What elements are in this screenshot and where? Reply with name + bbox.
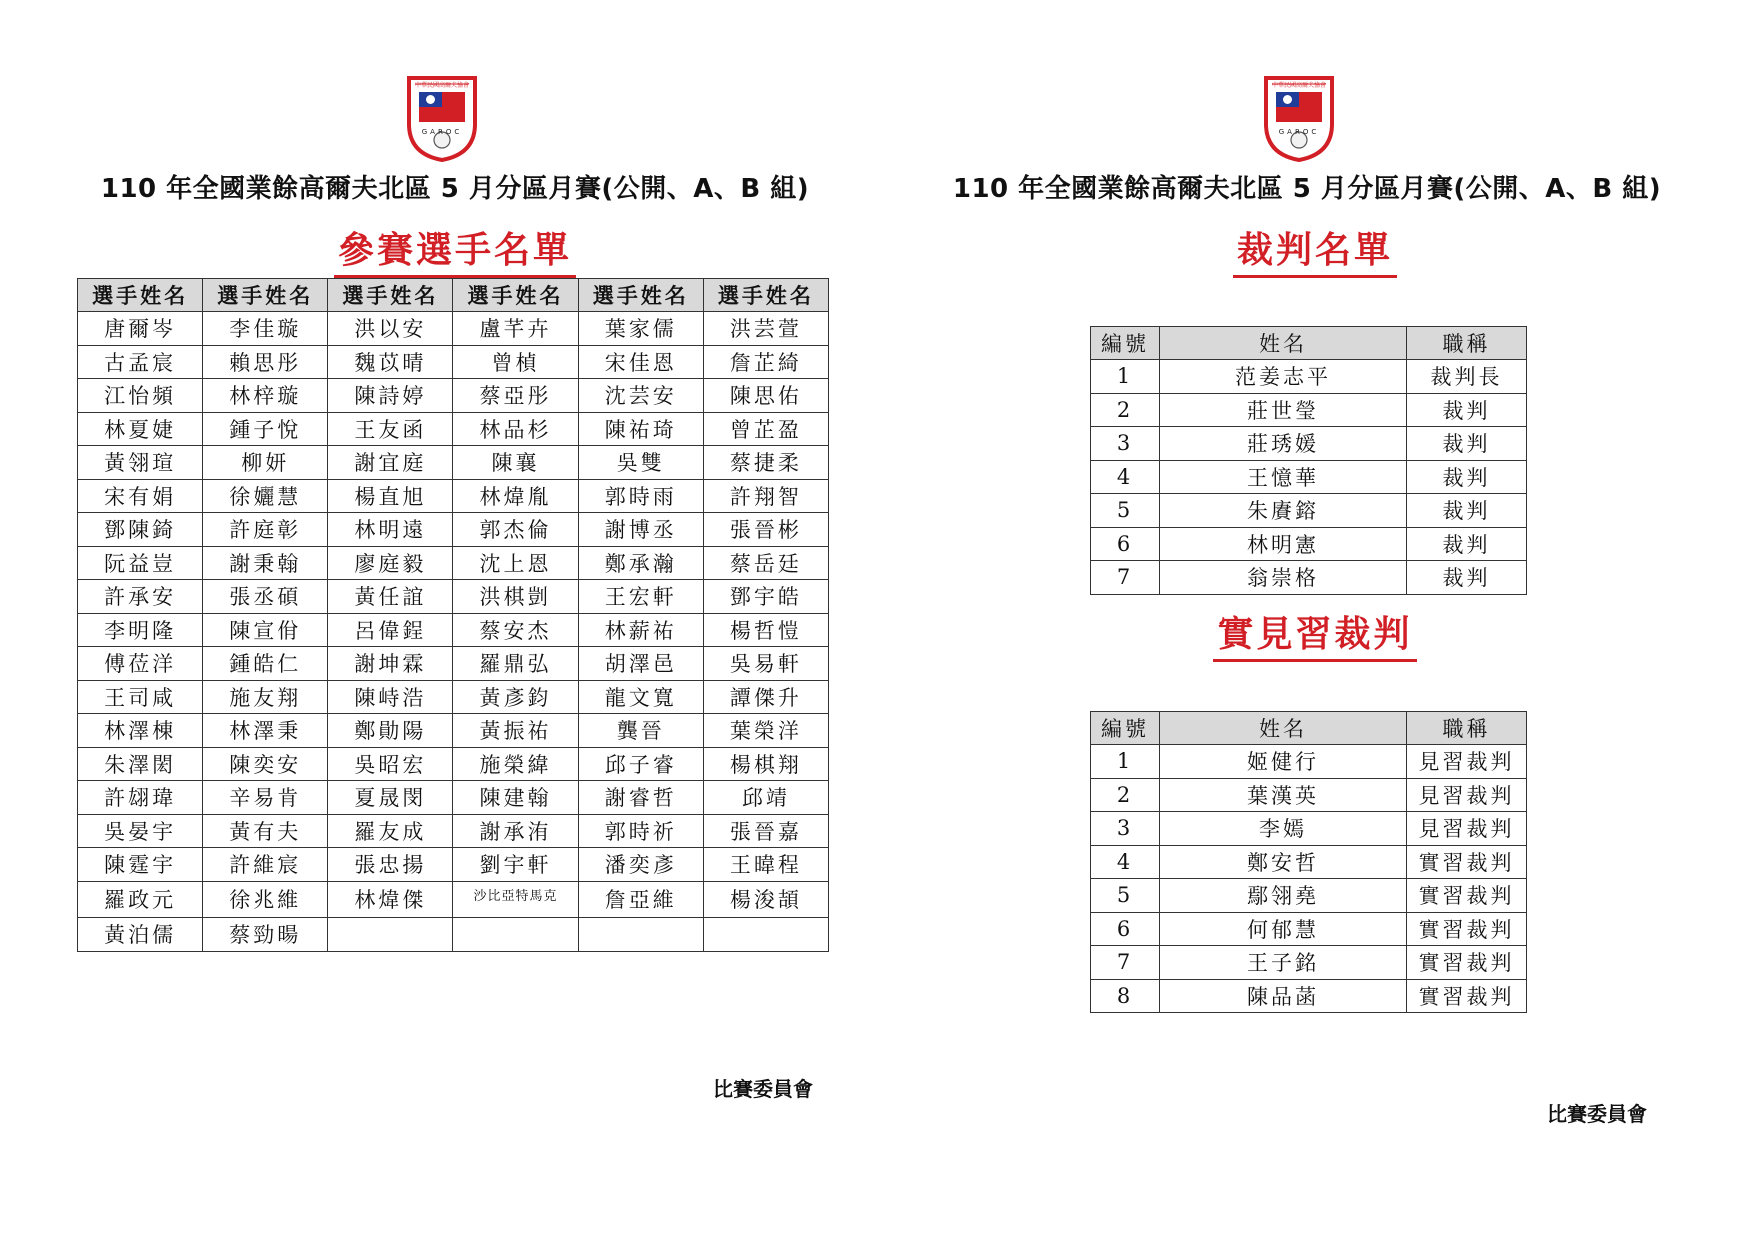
player-name-cell: 阮益豈 xyxy=(78,546,203,580)
trainees-no-cell: 3 xyxy=(1091,812,1160,846)
player-name-cell: 賴思彤 xyxy=(203,345,328,379)
trainees-name-cell: 王子銘 xyxy=(1160,946,1407,980)
trainees-header-row xyxy=(1091,712,1527,745)
player-name-cell: 葉榮洋 xyxy=(703,714,828,748)
player-name-cell: 洪芸萱 xyxy=(703,312,828,346)
player-name-cell: 陳詩婷 xyxy=(328,379,453,413)
association-logo xyxy=(1262,72,1336,162)
header-name: 姓名 xyxy=(1160,327,1407,360)
table-row xyxy=(1091,561,1527,595)
player-name-cell: 羅鼎弘 xyxy=(453,647,578,681)
player-name-cell: 廖庭毅 xyxy=(328,546,453,580)
referees-no-cell: 7 xyxy=(1091,561,1160,595)
players-title-text: 參賽選手名單 xyxy=(334,222,576,278)
trainees-name-cell: 鄢翎堯 xyxy=(1160,879,1407,913)
player-name-cell: 徐兆維 xyxy=(203,881,328,918)
header-role: 職稱 xyxy=(1407,712,1527,745)
table-row xyxy=(1091,778,1527,812)
logo-shield-icon xyxy=(1262,72,1336,162)
players-section-title xyxy=(290,222,620,278)
player-name-cell: 鄭勛陽 xyxy=(328,714,453,748)
referees-table xyxy=(1090,326,1527,595)
player-name-cell: 黃振祐 xyxy=(453,714,578,748)
referees-role-cell: 裁判 xyxy=(1407,393,1527,427)
referees-no-cell: 1 xyxy=(1091,360,1160,394)
referees-name-cell: 朱賡鎔 xyxy=(1160,494,1407,528)
players-table xyxy=(77,278,829,952)
player-name-cell: 魏苡晴 xyxy=(328,345,453,379)
player-name-cell: 王友函 xyxy=(328,412,453,446)
player-name-cell: 龔晉 xyxy=(578,714,703,748)
player-name-cell: 林品杉 xyxy=(453,412,578,446)
player-name-cell: 劉宇軒 xyxy=(453,848,578,882)
table-row xyxy=(1091,427,1527,461)
player-name-cell: 王司咸 xyxy=(78,680,203,714)
players-header-cell: 選手姓名 xyxy=(703,279,828,312)
player-name-cell: 王宏軒 xyxy=(578,580,703,614)
players-header-cell: 選手姓名 xyxy=(453,279,578,312)
player-name-cell: 詹亞維 xyxy=(578,881,703,918)
player-name-cell: 羅友成 xyxy=(328,814,453,848)
player-name-cell: 陳峙浩 xyxy=(328,680,453,714)
header-role: 職稱 xyxy=(1407,327,1527,360)
committee-signature: 比賽委員會 xyxy=(1547,1102,1647,1126)
players-header-row xyxy=(78,279,829,312)
table-row xyxy=(1091,460,1527,494)
player-name-cell: 辛易肯 xyxy=(203,781,328,815)
table-row xyxy=(78,379,829,413)
logo-shield-icon xyxy=(405,72,479,162)
trainees-role-cell: 實習裁判 xyxy=(1407,912,1527,946)
player-name-cell: 沙比亞特馬克 xyxy=(453,881,578,918)
table-row xyxy=(1091,360,1527,394)
player-name-cell: 羅政元 xyxy=(78,881,203,918)
referees-role-cell: 裁判 xyxy=(1407,460,1527,494)
table-row xyxy=(78,918,829,952)
player-name-cell: 沈上恩 xyxy=(453,546,578,580)
player-name-cell: 林煒胤 xyxy=(453,479,578,513)
referees-section-title xyxy=(1190,222,1440,278)
referees-role-cell: 裁判 xyxy=(1407,427,1527,461)
player-name-cell: 宋佳恩 xyxy=(578,345,703,379)
player-name-cell xyxy=(328,918,453,952)
trainees-no-cell: 4 xyxy=(1091,845,1160,879)
player-name-cell xyxy=(703,918,828,952)
player-name-cell: 蔡安杰 xyxy=(453,613,578,647)
trainees-name-cell: 何郁慧 xyxy=(1160,912,1407,946)
referees-no-cell: 6 xyxy=(1091,527,1160,561)
player-name-cell: 林明遠 xyxy=(328,513,453,547)
table-row xyxy=(78,848,829,882)
player-name-cell: 施友翔 xyxy=(203,680,328,714)
table-row xyxy=(78,747,829,781)
referees-role-cell: 裁判長 xyxy=(1407,360,1527,394)
player-name-cell: 郭時雨 xyxy=(578,479,703,513)
table-row xyxy=(1091,812,1527,846)
player-name-cell: 蔡岳廷 xyxy=(703,546,828,580)
player-name-cell: 鍾皓仁 xyxy=(203,647,328,681)
trainees-no-cell: 8 xyxy=(1091,979,1160,1013)
referees-name-cell: 王憶華 xyxy=(1160,460,1407,494)
table-row xyxy=(78,881,829,918)
player-name-cell: 謝秉翰 xyxy=(203,546,328,580)
player-name-cell: 張晉彬 xyxy=(703,513,828,547)
players-header-cell: 選手姓名 xyxy=(78,279,203,312)
player-name-cell: 林夏婕 xyxy=(78,412,203,446)
player-name-cell: 許翔智 xyxy=(703,479,828,513)
player-name-cell: 曾楨 xyxy=(453,345,578,379)
table-row xyxy=(78,479,829,513)
player-name-cell: 蔡捷柔 xyxy=(703,446,828,480)
player-name-cell: 蔡亞彤 xyxy=(453,379,578,413)
trainees-name-cell: 鄭安哲 xyxy=(1160,845,1407,879)
table-row xyxy=(78,513,829,547)
player-name-cell: 葉家儒 xyxy=(578,312,703,346)
table-row xyxy=(78,781,829,815)
referees-no-cell: 2 xyxy=(1091,393,1160,427)
referees-name-cell: 林明憲 xyxy=(1160,527,1407,561)
player-name-cell: 王暐程 xyxy=(703,848,828,882)
player-name-cell: 龍文寬 xyxy=(578,680,703,714)
trainees-role-cell: 見習裁判 xyxy=(1407,778,1527,812)
player-name-cell: 吳昭宏 xyxy=(328,747,453,781)
table-row xyxy=(78,714,829,748)
player-name-cell: 謝坤霖 xyxy=(328,647,453,681)
table-row xyxy=(78,412,829,446)
player-name-cell: 古孟宸 xyxy=(78,345,203,379)
player-name-cell: 胡澤邑 xyxy=(578,647,703,681)
referees-name-cell: 莊琇媛 xyxy=(1160,427,1407,461)
player-name-cell: 許翃瑋 xyxy=(78,781,203,815)
trainees-title-text: 實見習裁判 xyxy=(1213,606,1416,662)
header-name: 姓名 xyxy=(1160,712,1407,745)
event-title: 110 年全國業餘高爾夫北區 5 月分區月賽(公開、A、B 組) xyxy=(100,174,810,204)
player-name-cell: 施榮緯 xyxy=(453,747,578,781)
trainees-no-cell: 1 xyxy=(1091,745,1160,779)
player-name-cell: 江怡頻 xyxy=(78,379,203,413)
player-name-cell: 郭杰倫 xyxy=(453,513,578,547)
player-name-cell: 謝宜庭 xyxy=(328,446,453,480)
player-name-cell: 洪棋剴 xyxy=(453,580,578,614)
table-row xyxy=(78,312,829,346)
player-name-cell: 謝承洧 xyxy=(453,814,578,848)
trainees-role-cell: 實習裁判 xyxy=(1407,979,1527,1013)
referees-name-cell: 翁崇格 xyxy=(1160,561,1407,595)
trainees-no-cell: 7 xyxy=(1091,946,1160,980)
table-row xyxy=(78,580,829,614)
trainees-role-cell: 見習裁判 xyxy=(1407,745,1527,779)
player-name-cell: 黃有夫 xyxy=(203,814,328,848)
player-name-cell: 張忠揚 xyxy=(328,848,453,882)
player-name-cell: 邱子睿 xyxy=(578,747,703,781)
player-name-cell: 楊直旭 xyxy=(328,479,453,513)
table-row xyxy=(1091,494,1527,528)
trainees-name-cell: 陳品菡 xyxy=(1160,979,1407,1013)
trainees-section-title xyxy=(1155,606,1475,662)
player-name-cell: 許承安 xyxy=(78,580,203,614)
player-name-cell: 陳宣佾 xyxy=(203,613,328,647)
trainees-no-cell: 2 xyxy=(1091,778,1160,812)
player-name-cell: 黃彥鈞 xyxy=(453,680,578,714)
player-name-cell: 鍾子悅 xyxy=(203,412,328,446)
table-row xyxy=(78,680,829,714)
table-row xyxy=(1091,946,1527,980)
association-logo xyxy=(405,72,479,162)
player-name-cell: 黃翎瑄 xyxy=(78,446,203,480)
player-name-cell xyxy=(453,918,578,952)
table-row xyxy=(1091,879,1527,913)
trainees-table xyxy=(1090,711,1527,1013)
player-name-cell: 李明隆 xyxy=(78,613,203,647)
table-row xyxy=(1091,979,1527,1013)
committee-signature: 比賽委員會 xyxy=(713,1077,813,1101)
referees-role-cell: 裁判 xyxy=(1407,527,1527,561)
table-row xyxy=(1091,745,1527,779)
players-header-cell: 選手姓名 xyxy=(203,279,328,312)
table-row xyxy=(78,345,829,379)
player-name-cell: 林澤棟 xyxy=(78,714,203,748)
player-name-cell: 陳建翰 xyxy=(453,781,578,815)
player-name-cell: 曾芷盈 xyxy=(703,412,828,446)
player-name-cell: 楊浚頡 xyxy=(703,881,828,918)
player-name-cell: 陳祐琦 xyxy=(578,412,703,446)
table-row xyxy=(78,814,829,848)
player-name-cell xyxy=(578,918,703,952)
player-name-cell: 林薪祐 xyxy=(578,613,703,647)
trainees-no-cell: 5 xyxy=(1091,879,1160,913)
player-name-cell: 吳晏宇 xyxy=(78,814,203,848)
referees-role-cell: 裁判 xyxy=(1407,561,1527,595)
player-name-cell: 鄧宇皓 xyxy=(703,580,828,614)
player-name-cell: 楊哲愷 xyxy=(703,613,828,647)
player-name-cell: 郭時祈 xyxy=(578,814,703,848)
event-title: 110 年全國業餘高爾夫北區 5 月分區月賽(公開、A、B 組) xyxy=(952,174,1662,204)
header-no: 編號 xyxy=(1091,327,1160,360)
players-header-cell: 選手姓名 xyxy=(328,279,453,312)
players-header-cell: 選手姓名 xyxy=(578,279,703,312)
table-row xyxy=(1091,527,1527,561)
logo-org-text: 中華民國高爾夫協會 xyxy=(414,82,470,89)
player-name-cell: 林澤秉 xyxy=(203,714,328,748)
referees-name-cell: 范姜志平 xyxy=(1160,360,1407,394)
table-row xyxy=(1091,393,1527,427)
table-row xyxy=(1091,845,1527,879)
referees-no-cell: 5 xyxy=(1091,494,1160,528)
player-name-cell: 蔡勁暘 xyxy=(203,918,328,952)
player-name-cell: 陳奕安 xyxy=(203,747,328,781)
trainees-name-cell: 姬健行 xyxy=(1160,745,1407,779)
player-name-cell: 譚傑升 xyxy=(703,680,828,714)
trainees-role-cell: 實習裁判 xyxy=(1407,879,1527,913)
referees-name-cell: 莊世瑩 xyxy=(1160,393,1407,427)
player-name-cell: 宋有娟 xyxy=(78,479,203,513)
trainees-name-cell: 李嫣 xyxy=(1160,812,1407,846)
referees-header-row xyxy=(1091,327,1527,360)
trainees-role-cell: 實習裁判 xyxy=(1407,946,1527,980)
player-name-cell: 許維宸 xyxy=(203,848,328,882)
player-name-cell: 夏晟閔 xyxy=(328,781,453,815)
table-row xyxy=(1091,912,1527,946)
player-name-cell: 陳思佑 xyxy=(703,379,828,413)
trainees-role-cell: 見習裁判 xyxy=(1407,812,1527,846)
player-name-cell: 徐孋慧 xyxy=(203,479,328,513)
player-name-cell: 唐爾岑 xyxy=(78,312,203,346)
player-name-cell: 鄧陳錡 xyxy=(78,513,203,547)
player-name-cell: 張丞碩 xyxy=(203,580,328,614)
trainees-name-cell: 葉漢英 xyxy=(1160,778,1407,812)
referees-no-cell: 3 xyxy=(1091,427,1160,461)
player-name-cell: 陳襄 xyxy=(453,446,578,480)
player-name-cell: 謝博丞 xyxy=(578,513,703,547)
player-name-cell: 朱澤閎 xyxy=(78,747,203,781)
player-name-cell: 洪以安 xyxy=(328,312,453,346)
player-name-cell: 林煒傑 xyxy=(328,881,453,918)
player-name-cell: 呂偉鋥 xyxy=(328,613,453,647)
player-name-cell: 許庭彰 xyxy=(203,513,328,547)
player-name-cell: 陳霆宇 xyxy=(78,848,203,882)
player-name-cell: 林梓璇 xyxy=(203,379,328,413)
player-name-cell: 黃泊儒 xyxy=(78,918,203,952)
player-name-cell: 邱靖 xyxy=(703,781,828,815)
table-row xyxy=(78,613,829,647)
logo-org-text: 中華民國高爾夫協會 xyxy=(1271,82,1327,89)
logo-letters: GAROC xyxy=(421,128,463,136)
player-name-cell: 謝睿哲 xyxy=(578,781,703,815)
referees-role-cell: 裁判 xyxy=(1407,494,1527,528)
referees-no-cell: 4 xyxy=(1091,460,1160,494)
table-row xyxy=(78,446,829,480)
logo-letters: GAROC xyxy=(1278,128,1320,136)
player-name-cell: 張晉嘉 xyxy=(703,814,828,848)
player-name-cell: 李佳璇 xyxy=(203,312,328,346)
player-name-cell: 吳雙 xyxy=(578,446,703,480)
player-name-cell: 潘奕彥 xyxy=(578,848,703,882)
header-no: 編號 xyxy=(1091,712,1160,745)
player-name-cell: 柳妍 xyxy=(203,446,328,480)
player-name-cell: 吳易軒 xyxy=(703,647,828,681)
player-name-cell: 傅莅洋 xyxy=(78,647,203,681)
player-name-cell: 沈芸安 xyxy=(578,379,703,413)
trainees-no-cell: 6 xyxy=(1091,912,1160,946)
player-name-cell: 詹芷綺 xyxy=(703,345,828,379)
trainees-role-cell: 實習裁判 xyxy=(1407,845,1527,879)
player-name-cell: 楊棋翔 xyxy=(703,747,828,781)
table-row xyxy=(78,546,829,580)
player-name-cell: 盧芊卉 xyxy=(453,312,578,346)
referees-title-text: 裁判名單 xyxy=(1233,222,1397,278)
table-row xyxy=(78,647,829,681)
player-name-cell: 黃任誼 xyxy=(328,580,453,614)
player-name-cell: 鄭承瀚 xyxy=(578,546,703,580)
